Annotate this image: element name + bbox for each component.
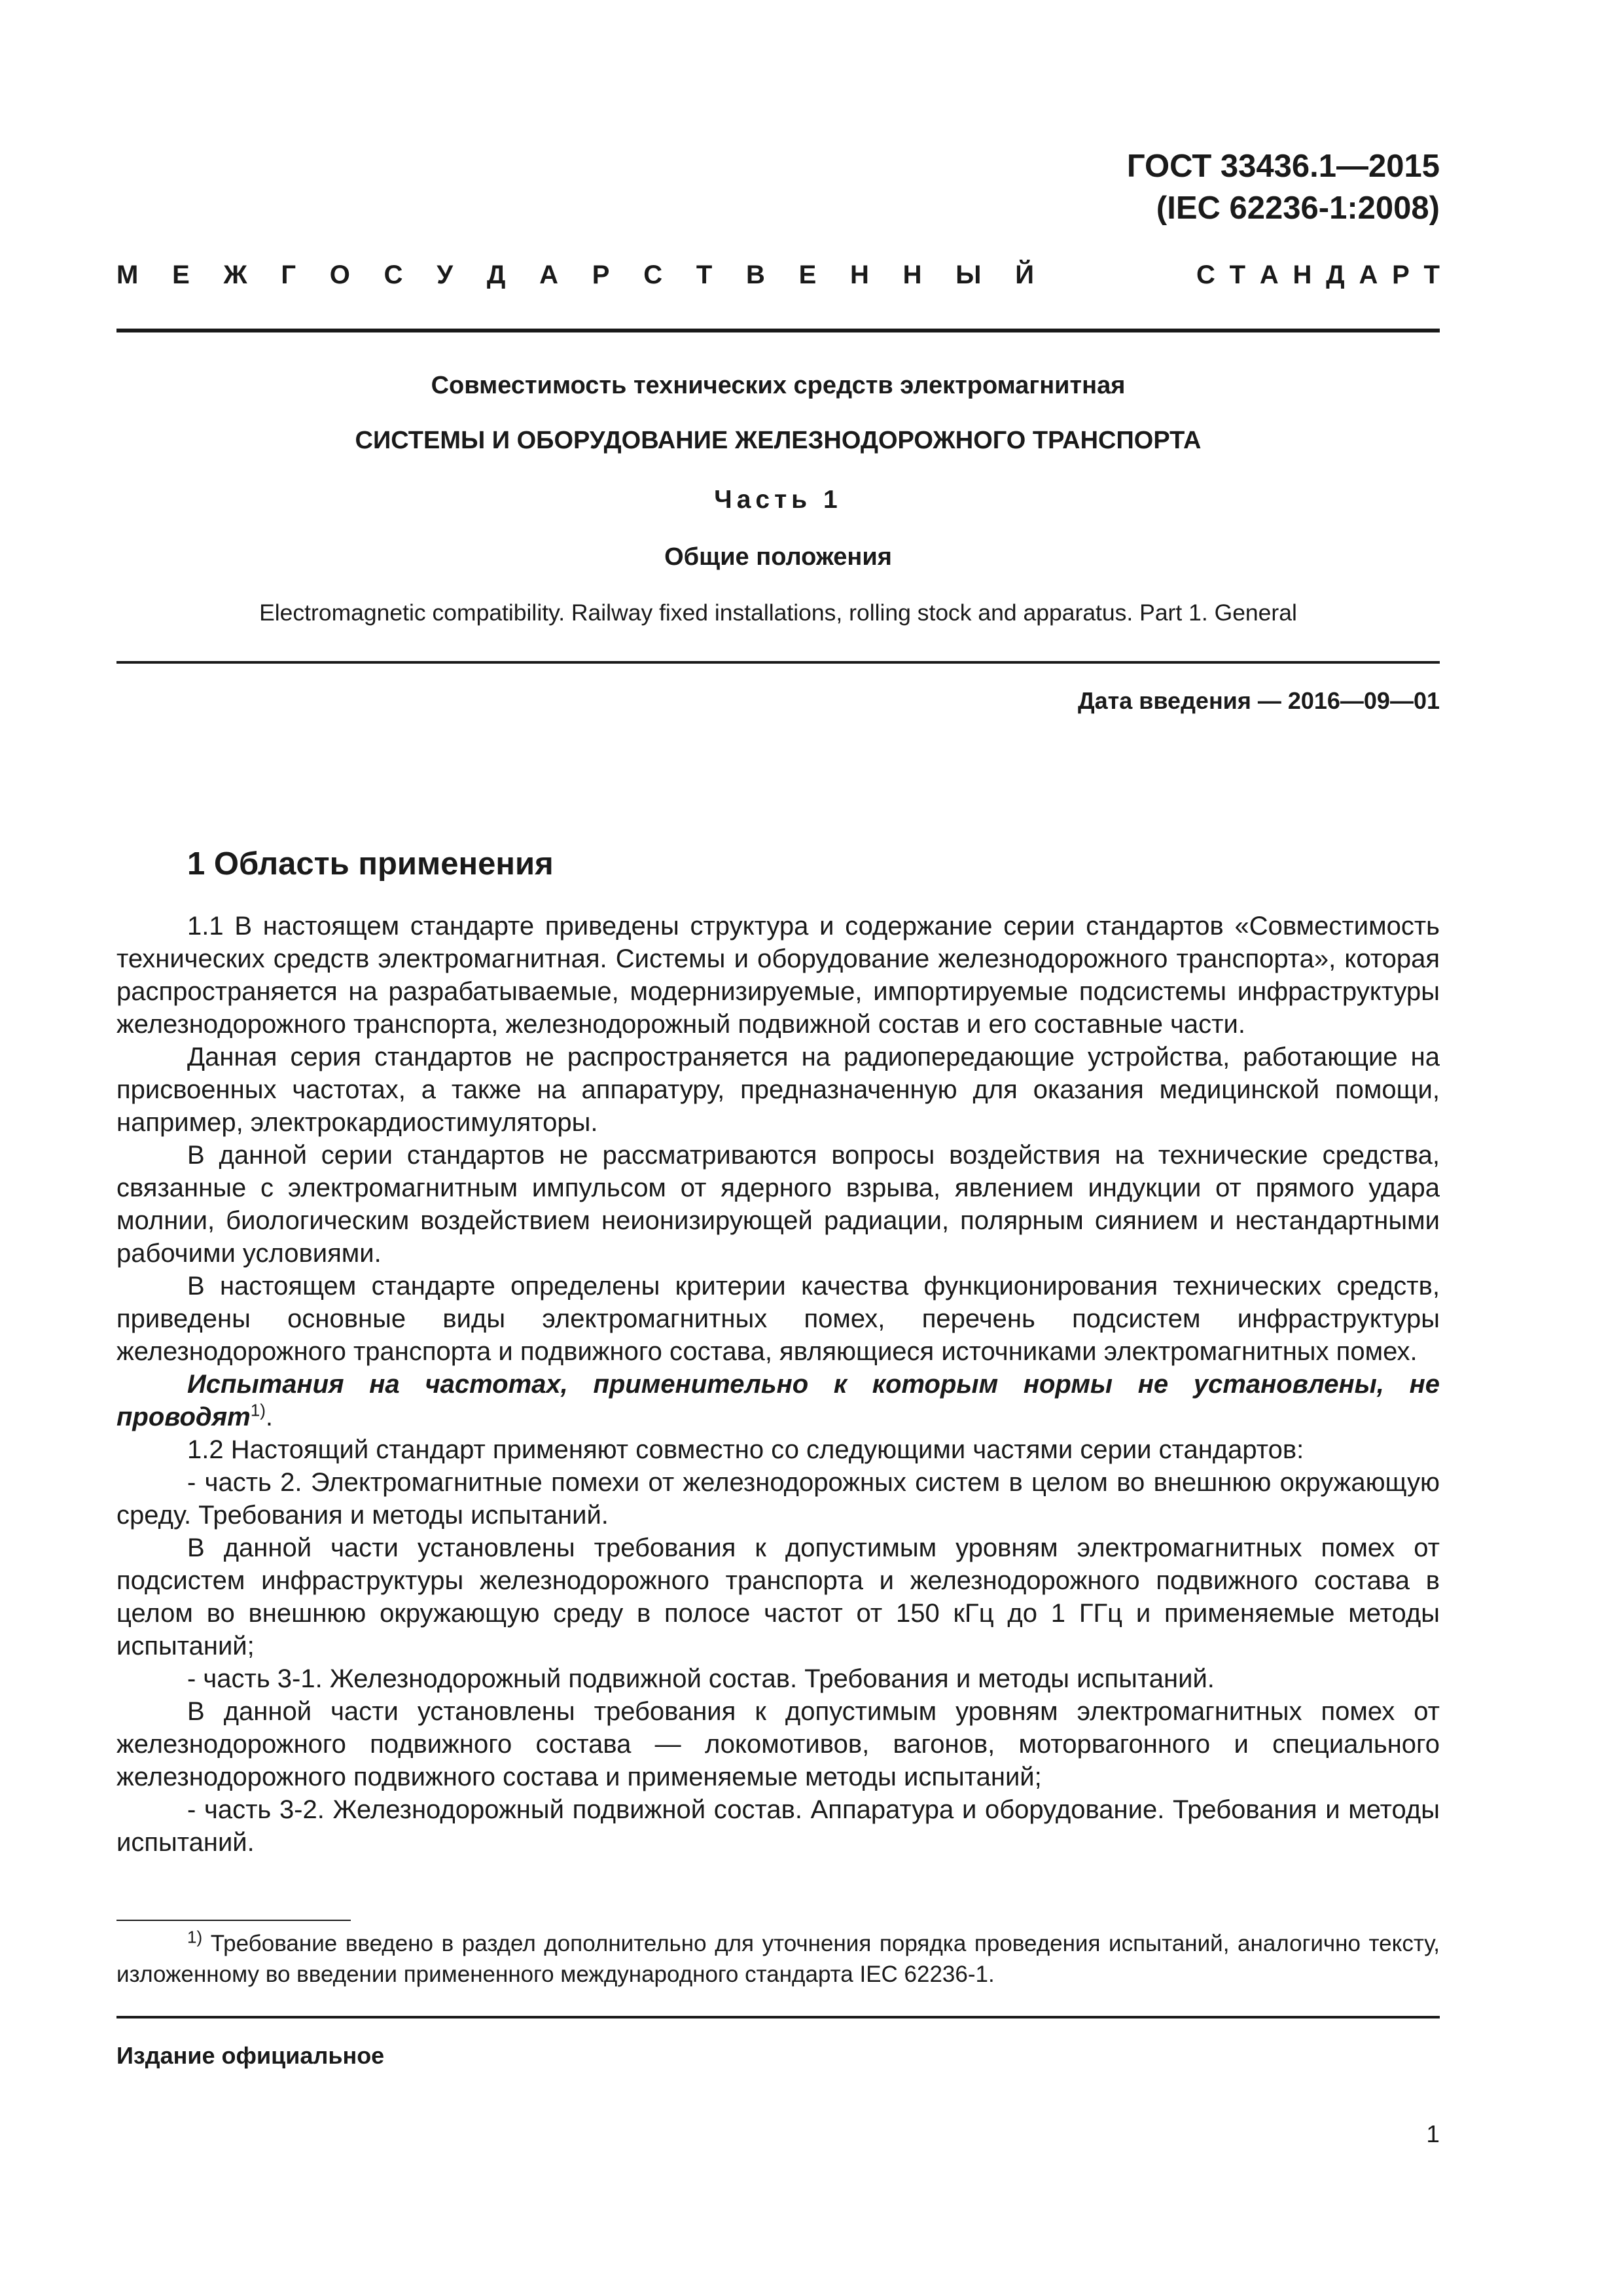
title-divider — [116, 661, 1440, 664]
interstate-standard-heading — [116, 255, 1440, 295]
letter: Ж — [223, 260, 247, 289]
iec-reference: (IEC 62236-1:2008) — [1156, 190, 1440, 226]
paragraph: В данной части установлены требования к допустимым уровням электромагнитных помех от подсистем инфраструктуры железнодорожного транспорта и железнодорожного подвижного состава в целом во внешнюю окружающую среду в полосе частот от 150 кГц до 1 ГГц и применяемые методы испытаний; — [116, 1534, 1440, 1660]
english-title: Electromagnetic compatibility. Railway fixed installations, rolling stock and apparatus. Part 1. General — [259, 600, 1297, 626]
letter: А — [1259, 260, 1279, 289]
standard-identifier — [1127, 145, 1440, 229]
footer-divider — [116, 2016, 1440, 2018]
paragraph: 1.2 Настоящий стандарт применяют совместно со следующими частями серии стандартов: — [187, 1435, 1304, 1464]
footnote-text: Требование введено в раздел дополнительно для уточнения порядка проведения испытаний, аналогично тексту, изложенному во введении примененного международного стандарта IEC 62236-1. — [116, 1931, 1440, 1987]
paragraph: 1.1 В настоящем стандарте приведены структура и содержание серии стандартов «Совместимость технических средств электромагнитная. Системы и оборудование железнодорожного транспорта», которая распространяется на разрабатываемые, модернизируемые, импортируемые подсистемы инфраструктуры железнодорожного транспорта, железнодорожный подвижной состав и его составные части. — [116, 912, 1440, 1039]
letter: Ы — [955, 260, 982, 289]
letter: О — [329, 260, 350, 289]
section-title: 1 Область применения — [187, 846, 554, 882]
paragraph: В настоящем стандарте определены критерии качества функционирования технических средств, приведены основные виды электромагнитных помех, перечень подсистем инфраструктуры железнодорожного транспорта и подвижного состава, являющиеся источниками электромагнитных помех. — [116, 1272, 1440, 1366]
document-subtitle: Общие положения — [664, 543, 892, 571]
letter: Р — [592, 260, 610, 289]
letter: Н — [902, 260, 922, 289]
footnote-reference[interactable]: 1) — [250, 1400, 266, 1420]
footnote-mark: 1) — [187, 1927, 203, 1947]
letter: Д — [1326, 260, 1345, 289]
letter: У — [437, 260, 454, 289]
official-edition-label: Издание официальное — [116, 2042, 385, 2069]
document-part: Часть 1 — [714, 486, 842, 514]
letter: Т — [696, 260, 713, 289]
letter: Р — [1392, 260, 1410, 289]
document-title: Совместимость технических средств электромагнитная — [431, 372, 1126, 399]
section-body — [116, 910, 1440, 1859]
document-subject: СИСТЕМЫ И ОБОРУДОВАНИЕ ЖЕЛЕЗНОДОРОЖНОГО ТРАНСПОРТА — [355, 427, 1202, 454]
letter: Т — [1229, 260, 1246, 289]
letter: Е — [172, 260, 190, 289]
footnote — [116, 1928, 1440, 1990]
emphasized-paragraph — [116, 1368, 1440, 1433]
paragraph: Данная серия стандартов не распространяется на радиопередающие устройства, работающие на присвоенных частотах, а также на аппаратуру, предназначенную для оказания медицинской помощи, например, электрокардиостимуляторы. — [116, 1043, 1440, 1137]
list-item: - часть 3-2. Железнодорожный подвижной состав. Аппаратура и оборудование. Требования и методы испытаний. — [116, 1795, 1440, 1857]
letter: Н — [850, 260, 869, 289]
sentence-end: . — [265, 1403, 273, 1431]
emphasized-text: Испытания на частотах, применительно к которым нормы не установлены, не проводят — [116, 1370, 1440, 1431]
letter: Е — [798, 260, 817, 289]
list-item: - часть 2. Электромагнитные помехи от железнодорожных систем в целом во внешнюю окружающую среду. Требования и методы испытаний. — [116, 1468, 1440, 1530]
letter: Г — [281, 260, 296, 289]
list-item: - часть 3-1. Железнодорожный подвижной состав. Требования и методы испытаний. — [187, 1664, 1215, 1693]
letter: С — [643, 260, 663, 289]
letter: Т — [1423, 260, 1440, 289]
letter: А — [539, 260, 559, 289]
document-page — [116, 0, 1440, 2296]
paragraph: В данной серии стандартов не рассматриваются вопросы воздействия на технические средства, связанные с электромагнитным импульсом от ядерного взрыва, явлением индукции от прямого удара молнии, биологическим воздействием неионизирующей радиации, полярным сиянием и нестандартными рабочими условиями. — [116, 1141, 1440, 1268]
letter: С — [1196, 260, 1215, 289]
page-number: 1 — [1426, 2121, 1440, 2147]
letter: С — [383, 260, 403, 289]
header-divider — [116, 329, 1440, 332]
letter: Д — [486, 260, 506, 289]
footnote-divider — [116, 1920, 351, 1921]
word-standard — [1196, 260, 1440, 290]
letter: А — [1359, 260, 1378, 289]
letter: Н — [1293, 260, 1312, 289]
standard-number: ГОСТ 33436.1—2015 — [1126, 149, 1440, 184]
introduction-date: Дата введения — 2016—09—01 — [1077, 687, 1440, 714]
paragraph: В данной части установлены требования к допустимым уровням электромагнитных помех от железнодорожного подвижного состава — локомотивов, вагонов, моторвагонного и специального железнодорожного подвижного состава и применяемые методы испытаний; — [116, 1697, 1440, 1791]
letter: В — [745, 260, 765, 289]
letter: Й — [1015, 260, 1034, 289]
letter: М — [116, 260, 139, 289]
word-interstate — [116, 260, 1034, 290]
